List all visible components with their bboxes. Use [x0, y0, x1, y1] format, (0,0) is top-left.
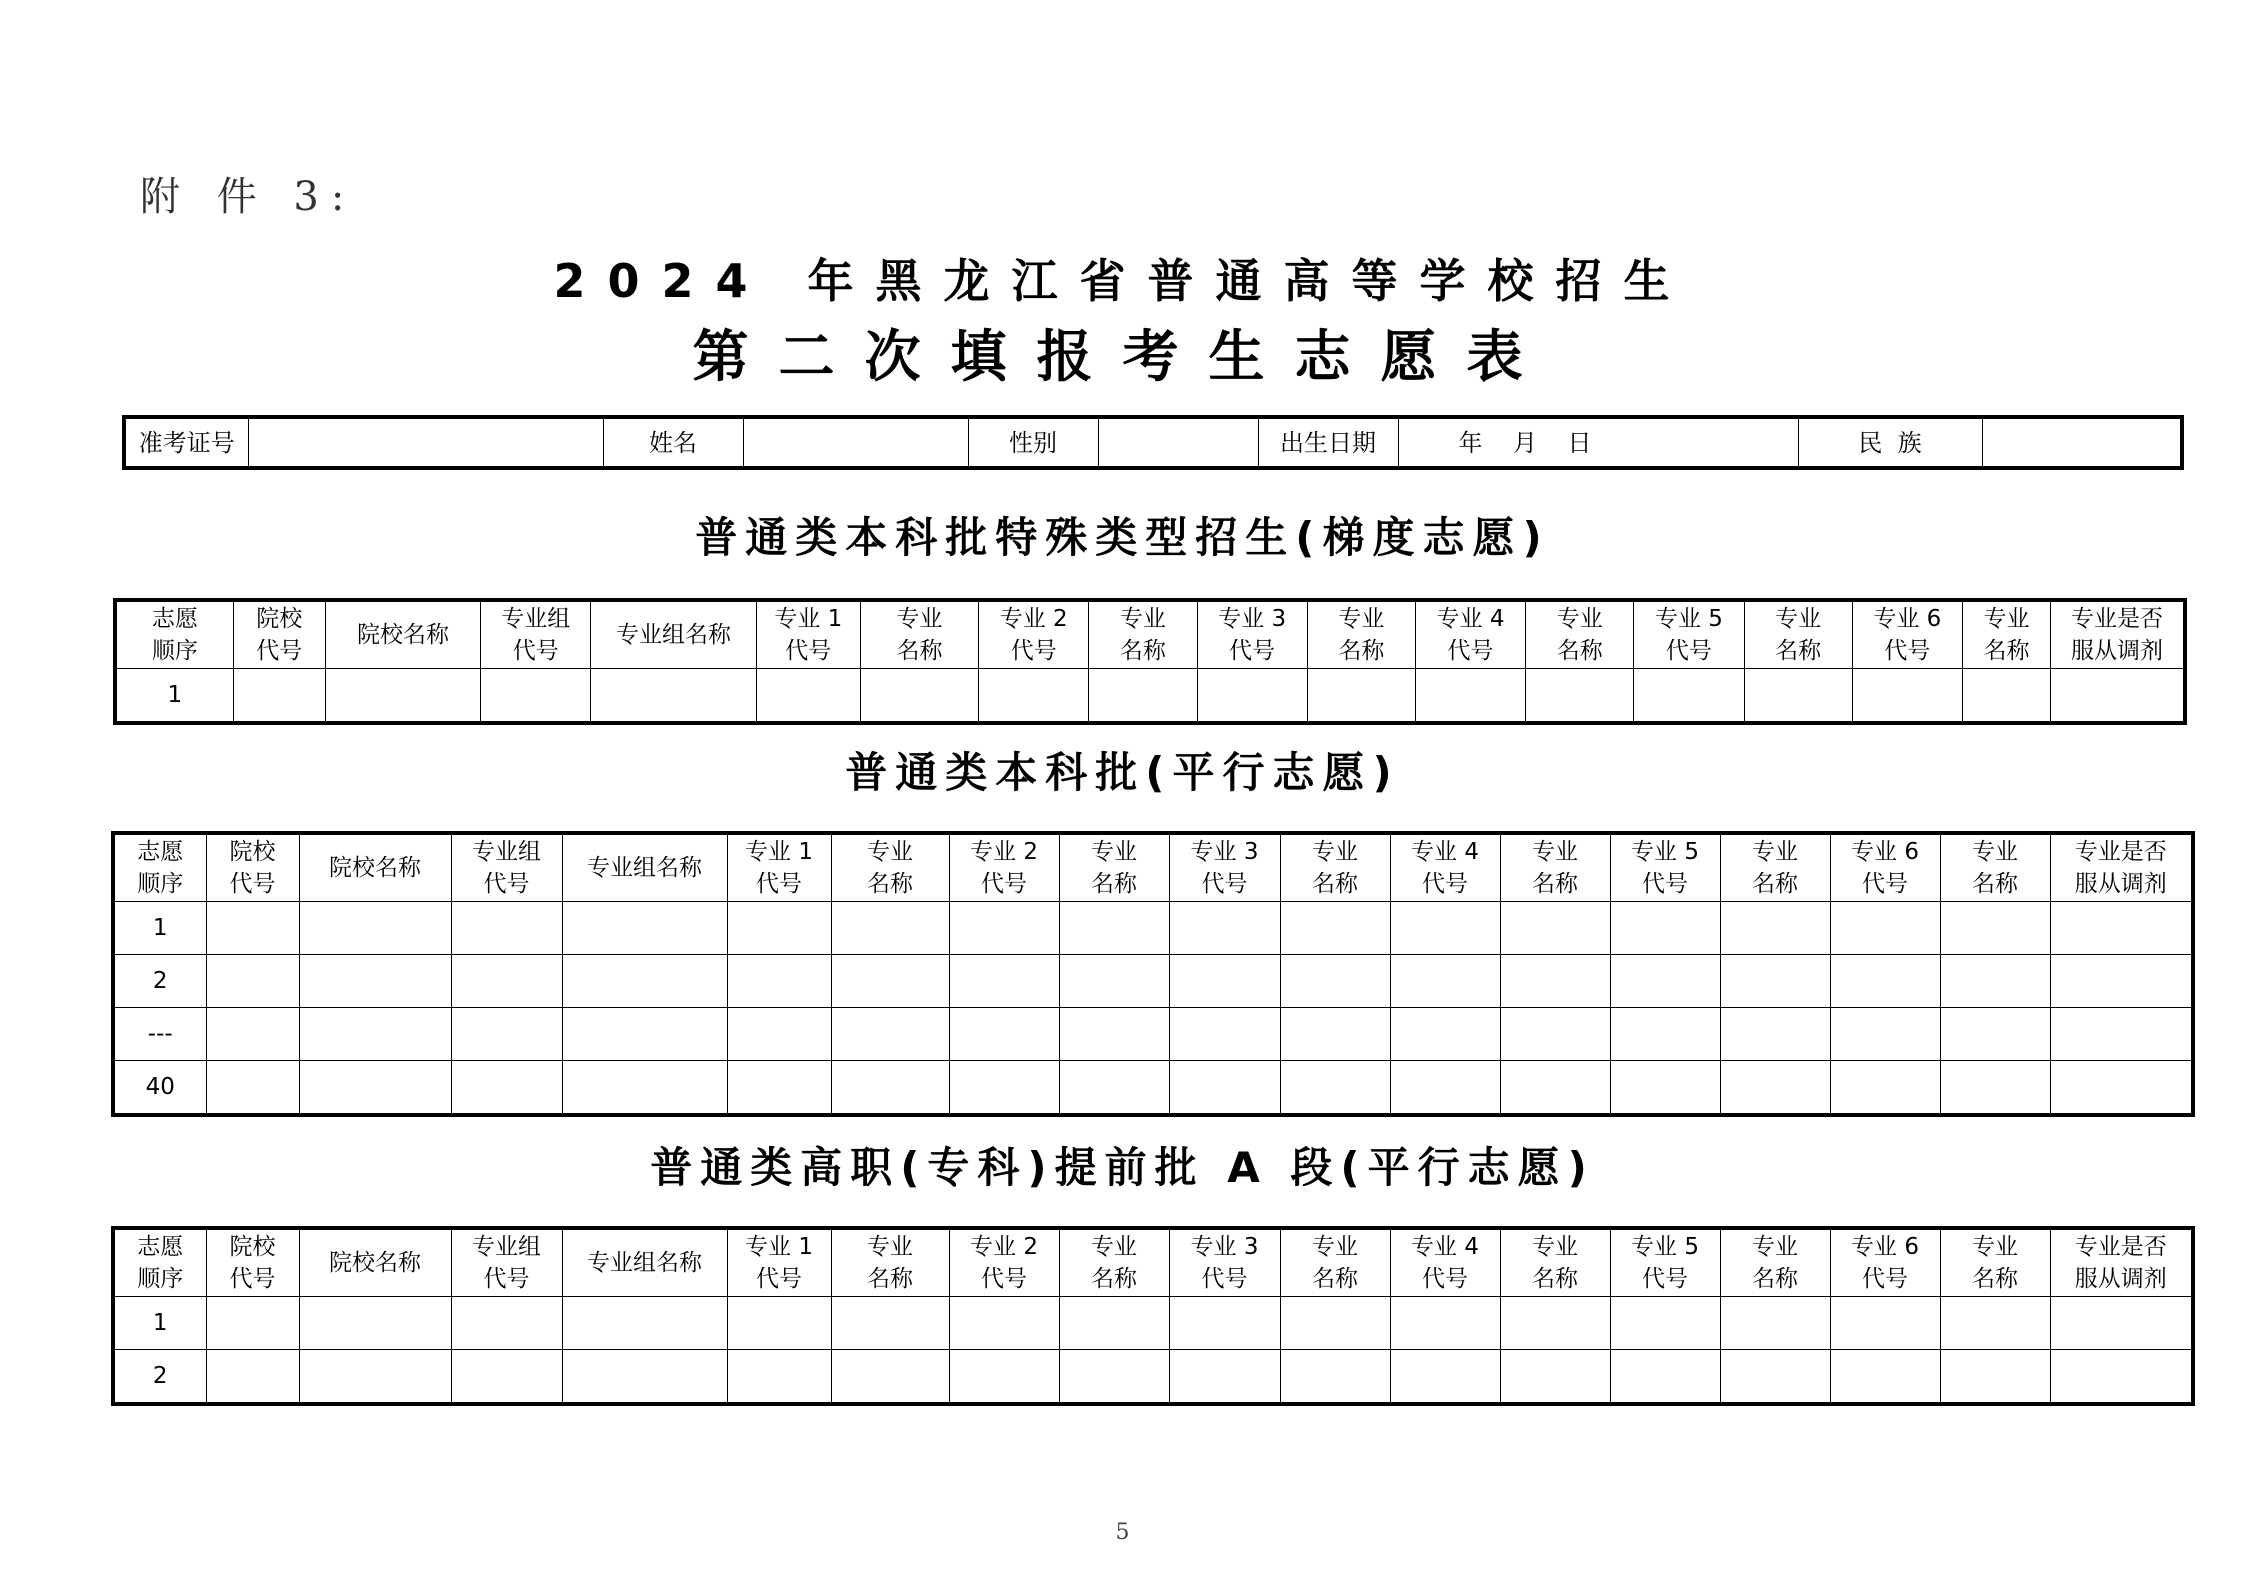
preference-order-cell: 2 [113, 955, 206, 1008]
entry-cell[interactable] [1500, 1061, 1610, 1116]
entry-cell[interactable] [756, 669, 860, 724]
preference-order-cell: 40 [113, 1061, 206, 1116]
section-title-undergraduate: 普通类本科批(平行志愿) [845, 748, 1400, 797]
entry-cell[interactable] [2050, 1008, 2193, 1061]
entry-cell[interactable] [727, 1297, 831, 1350]
entry-cell[interactable] [1169, 1350, 1280, 1405]
entry-cell[interactable] [1059, 1008, 1169, 1061]
column-header: 专业是否 服从调剂 [2050, 1228, 2193, 1297]
name-label: 姓名 [603, 417, 743, 468]
entry-cell[interactable] [1280, 1297, 1390, 1350]
entry-cell[interactable] [1940, 1297, 2050, 1350]
column-header: 专业 2 代号 [949, 833, 1059, 902]
entry-cell[interactable] [831, 1061, 949, 1116]
column-header: 专业 2 代号 [949, 1228, 1059, 1297]
entry-cell[interactable] [206, 902, 299, 955]
column-header: 专业 名称 [831, 833, 949, 902]
entry-cell[interactable] [1169, 902, 1280, 955]
column-header: 院校名称 [299, 1228, 451, 1297]
entry-cell[interactable] [1744, 669, 1852, 724]
column-header: 专业 1 代号 [727, 833, 831, 902]
page-number: 5 [1115, 1520, 1130, 1545]
entry-cell[interactable] [1500, 1350, 1610, 1405]
column-header: 专业 名称 [1059, 833, 1169, 902]
column-header: 院校 代号 [206, 1228, 299, 1297]
column-header: 专业 1 代号 [727, 1228, 831, 1297]
entry-cell[interactable] [949, 955, 1059, 1008]
entry-cell[interactable] [1280, 1008, 1390, 1061]
preference-table-special [113, 598, 2187, 725]
entry-cell[interactable] [727, 1061, 831, 1116]
preference-table-undergraduate [111, 831, 2195, 1117]
entry-cell[interactable] [1940, 1061, 2050, 1116]
attachment-label: 附 件 3: [140, 174, 357, 220]
entry-cell[interactable] [299, 1008, 451, 1061]
birth-date-label: 出生日期 [1258, 417, 1398, 468]
table-row [113, 902, 2193, 955]
column-header: 专业 名称 [1307, 600, 1415, 669]
entry-cell[interactable] [860, 669, 978, 724]
entry-cell[interactable] [562, 902, 727, 955]
ethnicity-label: 民 族 [1798, 417, 1982, 468]
entry-cell[interactable] [2050, 1061, 2193, 1116]
entry-cell[interactable] [1610, 1008, 1720, 1061]
table-row [113, 1061, 2193, 1116]
entry-cell[interactable] [1500, 1297, 1610, 1350]
column-header: 专业 名称 [1059, 1228, 1169, 1297]
entry-cell[interactable] [451, 955, 562, 1008]
entry-cell[interactable] [299, 1061, 451, 1116]
entry-cell[interactable] [1500, 1008, 1610, 1061]
entry-cell[interactable] [1059, 1350, 1169, 1405]
entry-cell[interactable] [1940, 1008, 2050, 1061]
column-header: 专业 名称 [831, 1228, 949, 1297]
column-header: 专业 4 代号 [1390, 1228, 1500, 1297]
column-header: 院校 代号 [206, 833, 299, 902]
column-header: 专业组 代号 [451, 833, 562, 902]
column-header: 专业 5 代号 [1610, 833, 1720, 902]
column-header: 专业 5 代号 [1634, 600, 1744, 669]
entry-cell[interactable] [1059, 1297, 1169, 1350]
entry-cell[interactable] [1940, 1350, 2050, 1405]
entry-cell[interactable] [325, 669, 480, 724]
column-header: 专业是否 服从调剂 [2051, 600, 2185, 669]
entry-cell[interactable] [1610, 902, 1720, 955]
entry-cell[interactable] [1390, 1008, 1500, 1061]
column-header: 专业 4 代号 [1390, 833, 1500, 902]
table-header-row [115, 600, 2185, 669]
entry-cell[interactable] [206, 1350, 299, 1405]
entry-cell[interactable] [1526, 669, 1634, 724]
entry-cell[interactable] [2050, 955, 2193, 1008]
table-header-row [113, 1228, 2193, 1297]
entry-cell[interactable] [2050, 1350, 2193, 1405]
gender-label: 性别 [968, 417, 1098, 468]
table-row [113, 1297, 2193, 1350]
table-row [113, 955, 2193, 1008]
name-field[interactable] [743, 417, 968, 468]
form-title-line2: 第二次填报考生志愿表 [692, 325, 1553, 390]
entry-cell[interactable] [1390, 955, 1500, 1008]
entry-cell[interactable] [831, 1350, 949, 1405]
entry-cell[interactable] [299, 1297, 451, 1350]
column-header: 专业 2 代号 [979, 600, 1089, 669]
entry-cell[interactable] [562, 1061, 727, 1116]
entry-cell[interactable] [1415, 669, 1525, 724]
entry-cell[interactable] [1390, 902, 1500, 955]
entry-cell[interactable] [451, 1008, 562, 1061]
entry-cell[interactable] [562, 1008, 727, 1061]
column-header: 院校名称 [299, 833, 451, 902]
entry-cell[interactable] [1720, 1008, 1830, 1061]
entry-cell[interactable] [299, 955, 451, 1008]
column-header: 专业 名称 [1500, 1228, 1610, 1297]
preference-table-vocational [111, 1226, 2195, 1406]
entry-cell[interactable] [1830, 1297, 1940, 1350]
entry-cell[interactable] [949, 1061, 1059, 1116]
entry-cell[interactable] [1720, 1061, 1830, 1116]
entry-cell[interactable] [1169, 1061, 1280, 1116]
entry-cell[interactable] [1830, 902, 1940, 955]
entry-cell[interactable] [481, 669, 591, 724]
entry-cell[interactable] [451, 1297, 562, 1350]
entry-cell[interactable] [451, 1061, 562, 1116]
entry-cell[interactable] [727, 1008, 831, 1061]
column-header: 专业 名称 [1962, 600, 2050, 669]
candidate-info-table [122, 415, 2184, 470]
entry-cell[interactable] [1390, 1297, 1500, 1350]
entry-cell[interactable] [949, 1008, 1059, 1061]
entry-cell[interactable] [727, 902, 831, 955]
entry-cell[interactable] [1830, 1350, 1940, 1405]
entry-cell[interactable] [1500, 902, 1610, 955]
entry-cell[interactable] [206, 1297, 299, 1350]
entry-cell[interactable] [1720, 955, 1830, 1008]
column-header: 专业 名称 [1280, 1228, 1390, 1297]
entry-cell[interactable] [1307, 669, 1415, 724]
entry-cell[interactable] [1390, 1061, 1500, 1116]
entry-cell[interactable] [2050, 902, 2193, 955]
form-title-line1: 2024 年黑龙江省普通高等学校招生 [553, 254, 1692, 308]
entry-cell[interactable] [1830, 1008, 1940, 1061]
entry-cell[interactable] [1830, 1061, 1940, 1116]
column-header: 专业 3 代号 [1197, 600, 1307, 669]
exam-number-label: 准考证号 [124, 417, 248, 468]
entry-cell[interactable] [206, 1008, 299, 1061]
birth-date-field[interactable]: 年 月 日 [1398, 417, 1798, 468]
entry-cell[interactable] [727, 1350, 831, 1405]
column-header: 专业 3 代号 [1169, 833, 1280, 902]
entry-cell[interactable] [2050, 1297, 2193, 1350]
column-header: 专业 名称 [1744, 600, 1852, 669]
column-header: 专业 1 代号 [756, 600, 860, 669]
column-header: 专业 6 代号 [1830, 833, 1940, 902]
column-header: 专业 名称 [1940, 1228, 2050, 1297]
entry-cell[interactable] [949, 1350, 1059, 1405]
entry-cell[interactable] [1940, 902, 2050, 955]
preference-order-cell: 1 [115, 669, 233, 724]
section-title-vocational: 普通类高职(专科)提前批 A 段(平行志愿) [650, 1143, 1595, 1192]
column-header: 志愿 顺序 [115, 600, 233, 669]
column-header: 专业 名称 [1720, 1228, 1830, 1297]
entry-cell[interactable] [831, 1297, 949, 1350]
table-row [115, 669, 2185, 724]
entry-cell[interactable] [591, 669, 756, 724]
column-header: 专业 4 代号 [1415, 600, 1525, 669]
column-header: 专业 名称 [1526, 600, 1634, 669]
column-header: 志愿 顺序 [113, 833, 206, 902]
entry-cell[interactable] [831, 902, 949, 955]
entry-cell[interactable] [727, 955, 831, 1008]
entry-cell[interactable] [1610, 1297, 1720, 1350]
column-header: 专业 6 代号 [1830, 1228, 1940, 1297]
table-header-row [113, 833, 2193, 902]
entry-cell[interactable] [949, 1297, 1059, 1350]
entry-cell[interactable] [1500, 955, 1610, 1008]
entry-cell[interactable] [1169, 1008, 1280, 1061]
entry-cell[interactable] [831, 1008, 949, 1061]
entry-cell[interactable] [1059, 955, 1169, 1008]
entry-cell[interactable] [1089, 669, 1197, 724]
entry-cell[interactable] [206, 1061, 299, 1116]
entry-cell[interactable] [299, 902, 451, 955]
column-header: 专业组 代号 [451, 1228, 562, 1297]
entry-cell[interactable] [1962, 669, 2050, 724]
column-header: 专业 名称 [1280, 833, 1390, 902]
gender-field[interactable] [1098, 417, 1258, 468]
entry-cell[interactable] [233, 669, 325, 724]
column-header: 专业组名称 [562, 833, 727, 902]
column-header: 专业组名称 [562, 1228, 727, 1297]
column-header: 专业组 代号 [481, 600, 591, 669]
entry-cell[interactable] [451, 1350, 562, 1405]
column-header: 专业 名称 [1500, 833, 1610, 902]
entry-cell[interactable] [1169, 1297, 1280, 1350]
entry-cell[interactable] [451, 902, 562, 955]
entry-cell[interactable] [1940, 955, 2050, 1008]
column-header: 专业 名称 [1720, 833, 1830, 902]
ethnicity-field[interactable] [1982, 417, 2182, 468]
entry-cell[interactable] [1169, 955, 1280, 1008]
column-header: 专业 6 代号 [1852, 600, 1962, 669]
entry-cell[interactable] [1280, 902, 1390, 955]
entry-cell[interactable] [1059, 1061, 1169, 1116]
entry-cell[interactable] [1610, 1061, 1720, 1116]
entry-cell[interactable] [562, 955, 727, 1008]
entry-cell[interactable] [1634, 669, 1744, 724]
column-header: 志愿 顺序 [113, 1228, 206, 1297]
preference-order-cell: --- [113, 1008, 206, 1061]
entry-cell[interactable] [1830, 955, 1940, 1008]
exam-number-field[interactable] [248, 417, 603, 468]
entry-cell[interactable] [949, 902, 1059, 955]
entry-cell[interactable] [1720, 902, 1830, 955]
entry-cell[interactable] [1059, 902, 1169, 955]
entry-cell[interactable] [1390, 1350, 1500, 1405]
column-header: 院校名称 [325, 600, 480, 669]
column-header: 专业 5 代号 [1610, 1228, 1720, 1297]
entry-cell[interactable] [831, 955, 949, 1008]
column-header: 专业 名称 [1940, 833, 2050, 902]
entry-cell[interactable] [562, 1350, 727, 1405]
table-row [113, 1350, 2193, 1405]
entry-cell[interactable] [299, 1350, 451, 1405]
section-title-special: 普通类本科批特殊类型招生(梯度志愿) [695, 513, 1550, 562]
entry-cell[interactable] [1720, 1297, 1830, 1350]
entry-cell[interactable] [1720, 1350, 1830, 1405]
table-row [113, 1008, 2193, 1061]
entry-cell[interactable] [1280, 1061, 1390, 1116]
entry-cell[interactable] [1610, 955, 1720, 1008]
column-header: 院校 代号 [233, 600, 325, 669]
entry-cell[interactable] [1852, 669, 1962, 724]
column-header: 专业 名称 [860, 600, 978, 669]
entry-cell[interactable] [2051, 669, 2185, 724]
column-header: 专业 名称 [1089, 600, 1197, 669]
entry-cell[interactable] [1280, 955, 1390, 1008]
entry-cell[interactable] [562, 1297, 727, 1350]
entry-cell[interactable] [1610, 1350, 1720, 1405]
preference-order-cell: 2 [113, 1350, 206, 1405]
column-header: 专业 3 代号 [1169, 1228, 1280, 1297]
column-header: 专业是否 服从调剂 [2050, 833, 2193, 902]
entry-cell[interactable] [206, 955, 299, 1008]
entry-cell[interactable] [1197, 669, 1307, 724]
preference-order-cell: 1 [113, 1297, 206, 1350]
column-header: 专业组名称 [591, 600, 756, 669]
preference-order-cell: 1 [113, 902, 206, 955]
entry-cell[interactable] [1280, 1350, 1390, 1405]
entry-cell[interactable] [979, 669, 1089, 724]
